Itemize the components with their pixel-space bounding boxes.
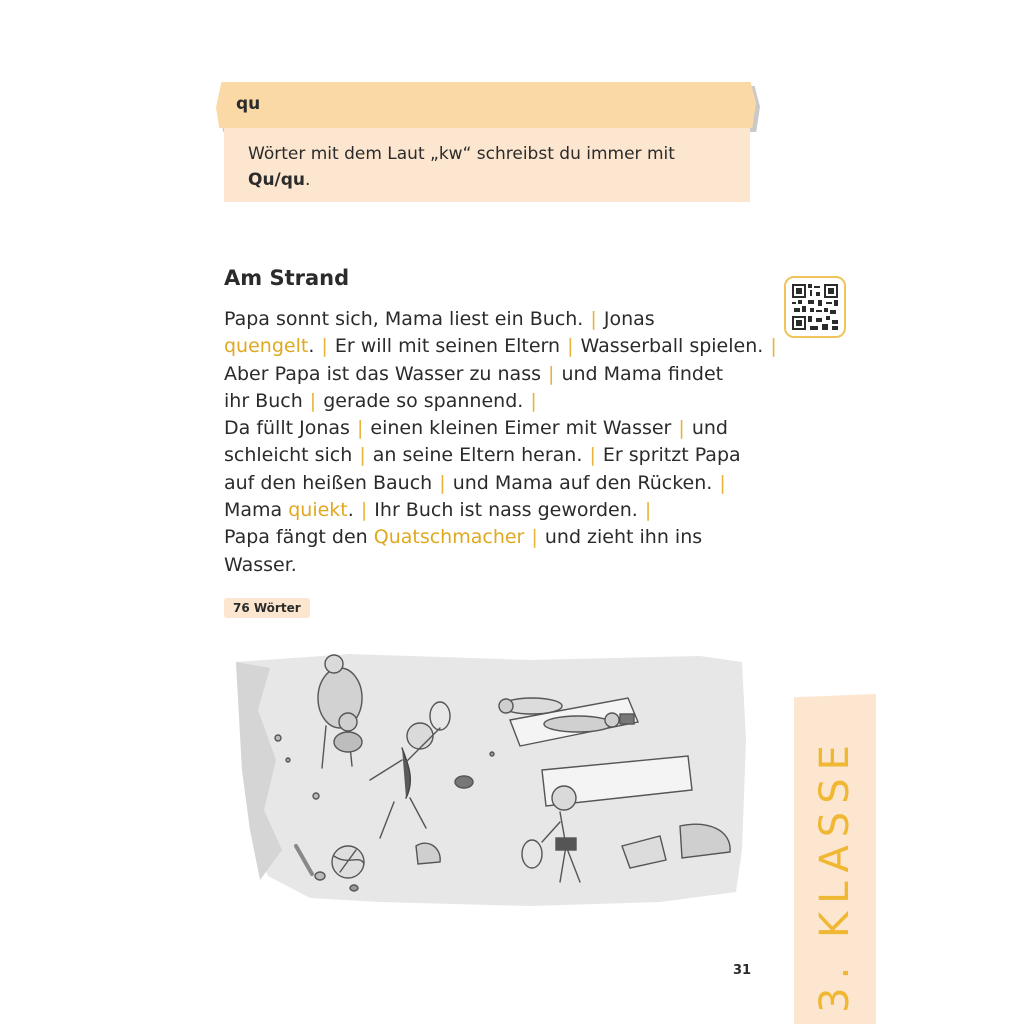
story-text-segment: und Mama auf den Rücken. [446,471,719,494]
story-line [224,552,764,579]
reading-separator: | [567,335,574,358]
reading-separator: | [360,499,368,522]
reading-separator: | [530,389,537,412]
class-tab-label: 3. KLASSE [812,737,858,1013]
reading-separator: | [439,471,446,494]
story-text-segment: Da füllt Jonas [224,417,356,440]
story-text-segment: Wasserball spielen. [574,335,770,358]
rule-text-bold: Qu/qu [248,170,306,190]
story-text-segment: Mama [224,499,289,522]
story-text-segment: einen kleinen Eimer mit Wasser [364,417,678,440]
reading-separator: | [356,417,364,440]
reading-separator: | [589,444,596,467]
story-text-segment: Ihr Buch ist nass geworden. [368,499,644,522]
story-line [224,415,764,442]
page-number: 31 [733,963,752,978]
story-text-segment: ihr Buch [224,389,309,412]
reading-separator: | [644,499,652,522]
qr-code-icon[interactable] [784,276,846,338]
story-text-segment: Jonas [597,308,655,330]
story-text-segment: Papa fängt den [224,526,374,549]
story-text-segment: auf den heißen Bauch [224,471,439,494]
rule-text-main: Wörter mit dem Laut „kw“ schreibst du immer mit [248,144,675,164]
story-text-segment: schleicht sich [224,444,359,467]
story-text-segment: und Mama findet [555,362,724,385]
highlighted-qu-word: Quatschmacher [373,526,525,549]
rule-text-end: . [305,170,311,190]
qr-code-graphic [792,284,838,330]
story-text-segment: Aber Papa ist das Wasser zu nass [224,362,548,385]
highlighted-qu-word: quengelt [224,335,309,358]
reading-separator: | [359,444,366,467]
highlighted-qu-word: quiekt [288,499,348,522]
story-line [224,524,764,551]
story-line [224,361,764,388]
story-line [224,388,764,415]
story-text-segment: Wasser. [224,553,297,576]
story-text-segment: Er spritzt Papa [596,444,741,467]
reading-separator: | [590,308,597,330]
story-text-segment: und zieht ihn ins [538,526,703,549]
reading-separator: | [548,362,555,385]
reading-separator: | [531,526,538,549]
story-text-segment: an seine Eltern heran. [366,444,589,467]
story-text-segment: Er will mit seinen Eltern [328,335,567,358]
story-title: Am Strand [224,266,350,290]
rule-banner [216,82,756,128]
word-count-badge: 76 Wörter [224,598,310,618]
story-text-segment: Papa sonnt sich, Mama liest ein Buch. [224,308,590,330]
story-text-segment: gerade so spannend. [317,389,530,412]
beach-scene-illustration [230,650,750,910]
rule-heading: qu [236,94,261,114]
story-text-segment: . [308,335,321,358]
reading-separator: | [770,335,777,358]
reading-separator: | [309,389,317,412]
reading-separator: | [719,471,726,494]
story-line [224,442,764,469]
story-text [224,306,777,579]
story-line [224,470,764,497]
rule-text [248,141,738,193]
story-text-segment: und [685,417,728,440]
story-line [224,306,764,333]
story-line [224,333,777,360]
reading-separator: | [321,335,328,358]
story-line [224,497,764,524]
story-text-segment: . [347,499,360,522]
reading-separator: | [678,417,685,440]
